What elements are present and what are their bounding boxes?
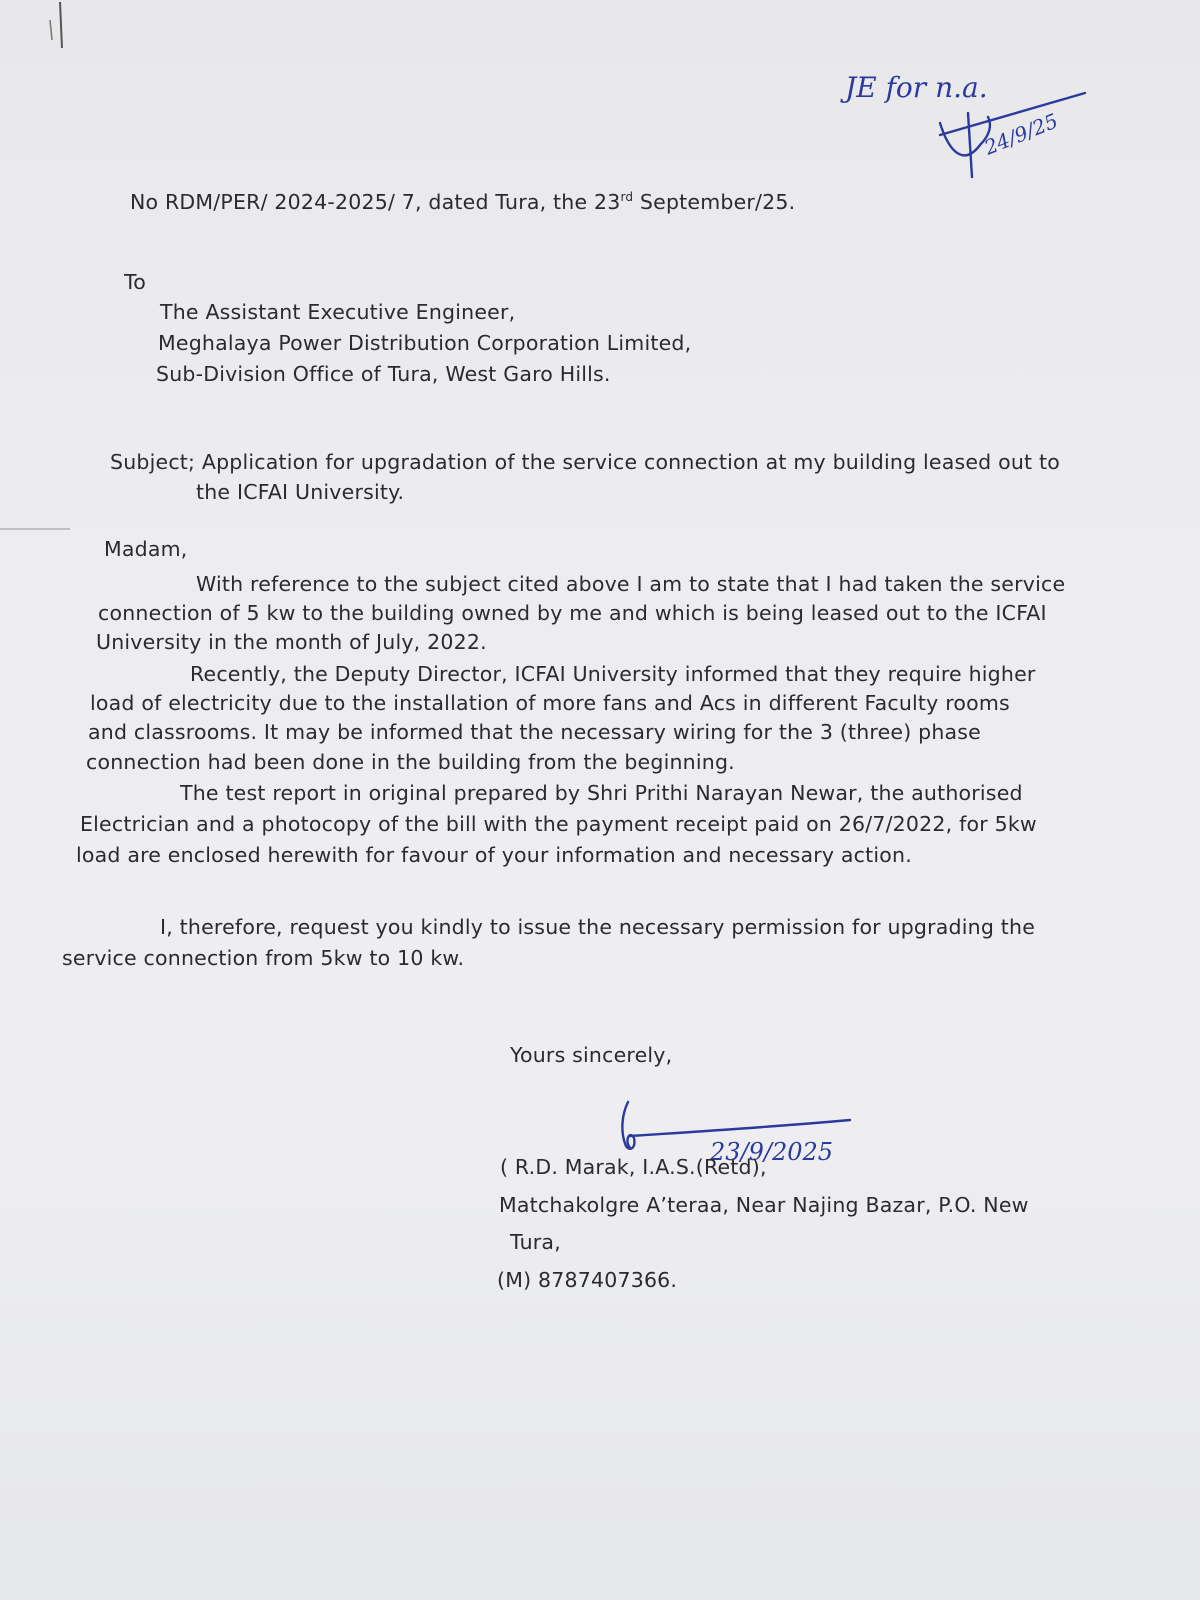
body-p4-line2: service connection from 5kw to 10 kw. bbox=[62, 946, 465, 970]
valediction: Yours sincerely, bbox=[510, 1043, 673, 1067]
subject-line: Subject; Application for upgradation of the service connection at my building leased out to bbox=[110, 450, 1060, 474]
body-p2-line3: and classrooms. It may be informed that the necessary wiring for the 3 (three) phase bbox=[88, 720, 981, 744]
paper-crease bbox=[0, 528, 70, 530]
body-p2-line1: Recently, the Deputy Director, ICFAI University informed that they require higher bbox=[190, 662, 1036, 686]
signatory-address-line2: Tura, bbox=[510, 1230, 561, 1254]
signature-date: 23/9/2025 bbox=[710, 1138, 834, 1166]
to-label: To bbox=[124, 270, 146, 294]
signature-initial bbox=[622, 1102, 634, 1149]
signature-underline bbox=[630, 1120, 850, 1136]
recipient-office: Sub-Division Office of Tura, West Garo Hills. bbox=[156, 362, 611, 386]
subject-continuation: the ICFAI University. bbox=[196, 480, 405, 504]
reference-text: No RDM/PER/ 2024-2025/ 7, dated Tura, the 23 bbox=[130, 190, 621, 214]
salutation: Madam, bbox=[104, 537, 188, 561]
body-p3-line2: Electrician and a photocopy of the bill with the payment receipt paid on 26/7/2022, for 5kw bbox=[80, 812, 1037, 836]
recipient-title: The Assistant Executive Engineer, bbox=[160, 300, 516, 324]
endorsement-date: 24/9/25 bbox=[980, 108, 1062, 160]
body-p1-line2: connection of 5 kw to the building owned by me and which is being leased out to the ICFAI bbox=[98, 601, 1047, 625]
body-p2-line2: load of electricity due to the installation of more fans and Acs in different Faculty rooms bbox=[90, 691, 1010, 715]
reference-line bbox=[130, 190, 795, 214]
body-p3-line3: load are enclosed herewith for favour of your information and necessary action. bbox=[76, 843, 912, 867]
handwritten-endorsement bbox=[840, 25, 1120, 195]
body-p2-line4: connection had been done in the building from the beginning. bbox=[86, 750, 735, 774]
reference-date: September/25. bbox=[633, 190, 796, 214]
reference-sup: rd bbox=[620, 190, 634, 205]
signatory-address-line1: Matchakolgre A’teraa, Near Najing Bazar, P.O. New bbox=[499, 1193, 1029, 1217]
body-p1-line1: With reference to the subject cited above I am to state that I had taken the service bbox=[196, 572, 1066, 596]
signatory-name: ( R.D. Marak, I.A.S.(Retd), bbox=[500, 1155, 767, 1179]
signatory-phone: (M) 8787407366. bbox=[497, 1268, 678, 1292]
corner-pen-mark bbox=[22, 0, 82, 60]
body-p3-line1: The test report in original prepared by Shri Prithi Narayan Newar, the authorised bbox=[180, 781, 1023, 805]
recipient-organization: Meghalaya Power Distribution Corporation Limited, bbox=[158, 331, 692, 355]
body-p1-line3: University in the month of July, 2022. bbox=[96, 630, 487, 654]
endorsement-text: JE for n.a. bbox=[845, 71, 988, 104]
body-p4-line1: I, therefore, request you kindly to issue the necessary permission for upgrading the bbox=[160, 915, 1036, 939]
endorsement-stroke bbox=[968, 113, 972, 177]
